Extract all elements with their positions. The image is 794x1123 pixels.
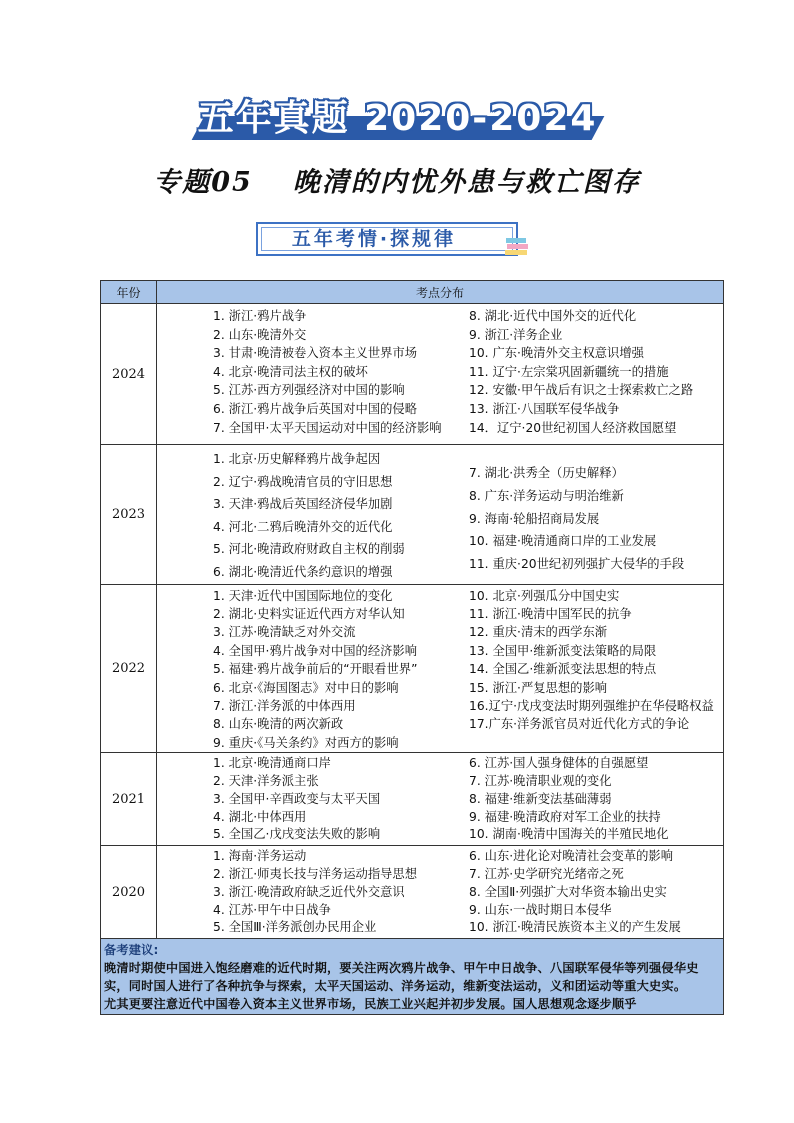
list-item: 8. 全国Ⅱ·列强扩大对华资本输出史实 [469, 884, 667, 899]
list-item: 1. 北京·晚清通商口岸 [213, 756, 331, 771]
left-list [213, 448, 463, 584]
books-icon [504, 234, 530, 260]
list-item: 5. 全国乙·戊戌变法失败的影响 [213, 827, 381, 842]
list-item: 2. 山东·晚清外交 [213, 327, 307, 342]
list-item: 3. 全国甲·辛酉政变与太平天国 [213, 791, 381, 806]
year-cell: 2022 [101, 584, 157, 753]
points-cell [157, 584, 724, 753]
points-cell [157, 846, 724, 939]
topic-heading [0, 160, 794, 199]
table-row-2024 [101, 304, 724, 445]
list-item: 5. 全国Ⅲ·洋务派创办民用企业 [213, 920, 377, 935]
list-item: 16.辽宁·戊戌变法时期列强维护在华侵略权益 [469, 699, 714, 713]
right-list [463, 755, 719, 844]
year-cell: 2024 [101, 304, 157, 445]
left-list [213, 587, 463, 753]
table-header-row [101, 281, 724, 304]
list-item: 1. 天津·近代中国国际地位的变化 [213, 588, 393, 603]
topic-title: 晚清的内忧外患与救亡图存 [292, 167, 641, 198]
table-row-2020 [101, 846, 724, 939]
list-item: 5. 河北·晚清政府财政自主权的削弱 [213, 542, 405, 557]
list-item: 4. 河北·二鸦后晚清外交的近代化 [213, 519, 393, 534]
right-list [463, 307, 719, 437]
list-item: 7. 江苏·史学研究光绪帝之死 [469, 867, 624, 882]
banner-title: 五年真题 2020-2024 [197, 98, 598, 139]
list-item: 15. 浙江·严复思想的影响 [469, 680, 608, 695]
list-item: 3. 浙江·晚清政府缺乏近代外交意识 [213, 884, 405, 899]
list-item: 2. 浙江·师夷长技与洋务运动指导思想 [213, 867, 418, 882]
table-row-2021 [101, 753, 724, 846]
list-item: 8. 福建·维新变法基础薄弱 [469, 791, 612, 806]
advice-title: 备考建议: [104, 943, 159, 958]
advice-row [101, 939, 724, 1015]
list-item: 1. 浙江·鸦片战争 [213, 309, 307, 323]
list-item: 8. 山东·晚清的两次新政 [213, 717, 344, 732]
list-item: 7. 全国甲·太平天国运动对中国的经济影响 [213, 420, 442, 435]
left-list [213, 755, 463, 844]
list-item: 14．辽宁·20世纪初国人经济救国愿望 [469, 420, 677, 435]
subtitle-label: 五年考情·探规律 [291, 228, 457, 250]
list-item: 9. 山东·一战时期日本侵华 [469, 902, 612, 917]
list-item: 9. 福建·晚清政府对军工企业的扶持 [469, 809, 661, 824]
list-item: 10. 浙江·晚清民族资本主义的产生发展 [469, 920, 681, 935]
list-item: 6. 湖北·晚清近代条约意识的增强 [213, 564, 393, 579]
title-banner [190, 96, 605, 146]
list-item: 6. 北京·《海国图志》对中日的影响 [213, 680, 399, 695]
list-item: 4. 江苏·甲午中日战争 [213, 902, 331, 917]
list-item: 2. 湖北·史料实证近代西方对华认知 [213, 606, 405, 621]
list-item: 12. 重庆·清末的西学东渐 [469, 625, 608, 640]
list-item: 8. 湖北·近代中国外交的近代化 [469, 309, 637, 323]
exam-points-table [100, 280, 724, 1015]
points-cell [157, 304, 724, 445]
left-list [213, 848, 463, 937]
list-item: 2. 辽宁·鸦战晚清官员的守旧思想 [213, 474, 393, 489]
points-cell [157, 445, 724, 585]
list-item: 3. 甘肃·晚清被卷入资本主义世界市场 [213, 346, 418, 361]
list-item: 10. 北京·列强瓜分中国史实 [469, 588, 620, 603]
subtitle-box [256, 222, 518, 256]
list-item: 5. 福建·鸦片战争前后的“开眼看世界” [213, 662, 418, 677]
year-cell: 2020 [101, 846, 157, 939]
list-item: 9. 浙江·洋务企业 [469, 327, 563, 342]
list-item: 11. 辽宁·左宗棠巩固新疆统一的措施 [469, 364, 669, 379]
advice-paragraph: 尤其更要注意近代中国卷入资本主义世界市场，民族工业兴起并初步发展。国人思想观念逐步顺乎 [104, 997, 637, 1012]
list-item: 14. 全国乙·维新派变法思想的特点 [469, 662, 657, 677]
table-row-2023 [101, 445, 724, 585]
list-item: 7. 浙江·洋务派的中体西用 [213, 699, 356, 713]
left-list [213, 307, 463, 437]
list-item: 4. 全国甲·鸦片战争对中国的经济影响 [213, 643, 418, 658]
list-item: 10. 福建·晚清通商口岸的工业发展 [469, 534, 657, 549]
right-list [463, 848, 719, 937]
list-item: 9. 海南·轮船招商局发展 [469, 511, 600, 526]
list-item: 10. 湖南·晚清中国海关的半殖民地化 [469, 827, 669, 842]
advice-paragraph: 晚清时期使中国进入饱经磨难的近代时期，要关注两次鸦片战争、甲午中日战争、八国联军侵华等列强侵华史实，同时国人进行了各种抗争与探索，太平天国运动、洋务运动，维新变法运动，义和团运动等重大史实。 [104, 961, 699, 994]
advice-cell [101, 939, 724, 1015]
list-item: 7. 江苏·晚清职业观的变化 [469, 774, 612, 789]
topic-number: 专题05 [153, 167, 253, 198]
list-item: 8. 广东·洋务运动与明治维新 [469, 488, 624, 503]
list-item: 1. 北京·历史解释鸦片战争起因 [213, 452, 381, 466]
list-item: 1. 海南·洋务运动 [213, 849, 307, 864]
right-list [463, 587, 719, 753]
year-cell: 2023 [101, 445, 157, 585]
points-cell [157, 753, 724, 846]
header-year: 年份 [101, 281, 157, 304]
list-item: 2. 天津·洋务派主张 [213, 774, 319, 789]
year-cell: 2021 [101, 753, 157, 846]
table-row-2022 [101, 584, 724, 753]
list-item: 11. 浙江·晚清中国军民的抗争 [469, 606, 632, 621]
list-item: 13. 全国甲·维新派变法策略的局限 [469, 643, 657, 658]
list-item: 3. 天津·鸦战后英国经济侵华加剧 [213, 497, 393, 512]
list-item: 13. 浙江·八国联军侵华战争 [469, 401, 620, 416]
list-item: 6. 浙江·鸦片战争后英国对中国的侵略 [213, 401, 418, 416]
list-item: 11. 重庆·20世纪初列强扩大侵华的手段 [469, 557, 685, 572]
list-item: 5. 江苏·西方列强经济对中国的影响 [213, 383, 405, 398]
list-item: 6. 江苏·国人强身健体的自强愿望 [469, 756, 649, 771]
header-points: 考点分布 [157, 281, 724, 304]
list-item: 4. 湖北·中体西用 [213, 809, 307, 824]
right-list [463, 448, 719, 584]
list-item: 7. 湖北·洪秀全（历史解释） [469, 466, 624, 480]
list-item: 4. 北京·晚清司法主权的破坏 [213, 364, 368, 379]
list-item: 6. 山东·进化论对晚清社会变革的影响 [469, 849, 674, 864]
list-item: 9. 重庆·《马关条约》对西方的影响 [213, 735, 399, 750]
list-item: 17.广东·洋务派官员对近代化方式的争论 [469, 717, 690, 732]
list-item: 3. 江苏·晚清缺乏对外交流 [213, 625, 356, 640]
list-item: 12. 安徽·甲午战后有识之士探索救亡之路 [469, 383, 694, 398]
list-item: 10. 广东·晚清外交主权意识增强 [469, 346, 644, 361]
